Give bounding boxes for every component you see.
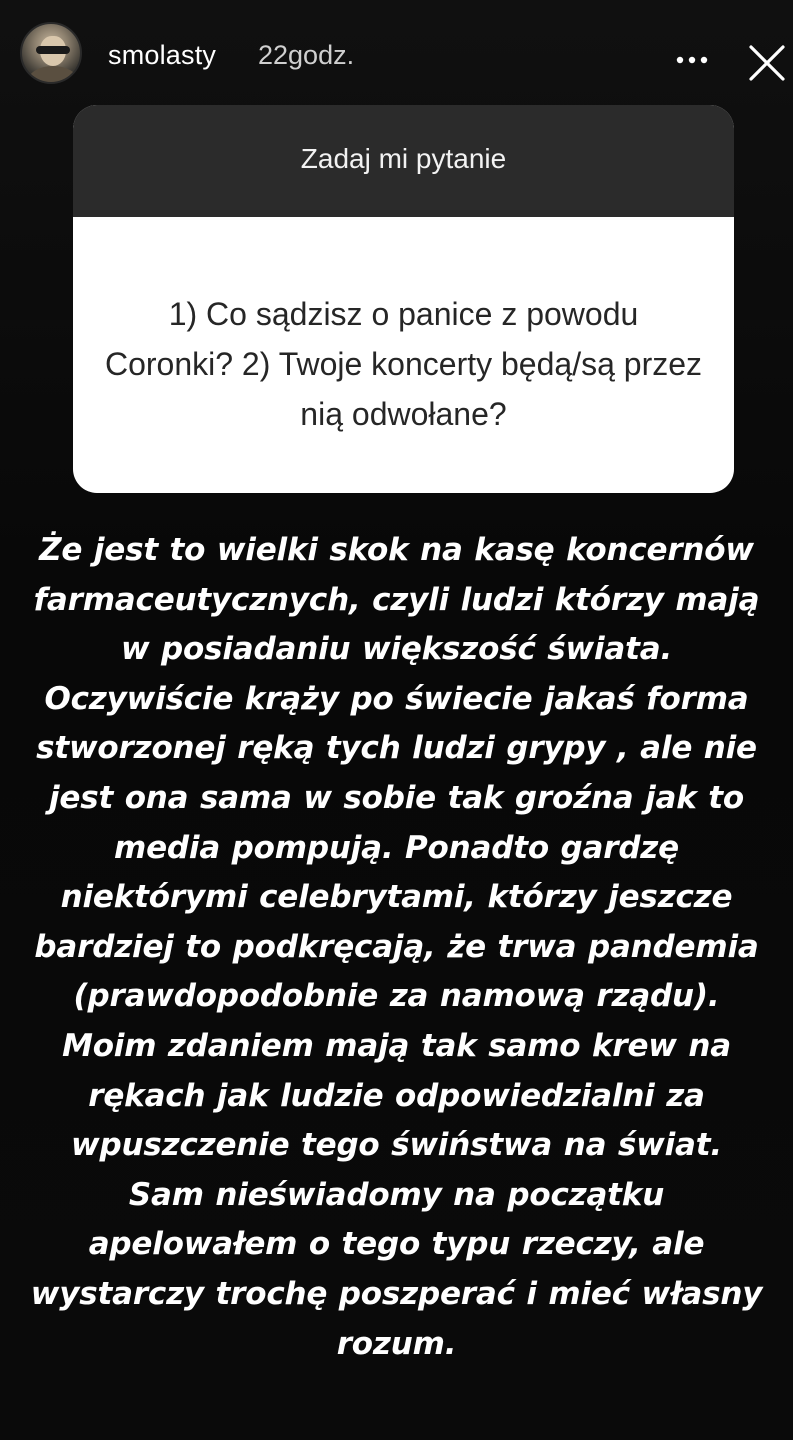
avatar-body-shape	[28, 66, 78, 84]
username[interactable]: smolasty	[108, 40, 217, 70]
question-sticker-header	[73, 105, 734, 217]
avatar-glasses-shape	[36, 46, 70, 54]
close-icon[interactable]	[748, 44, 786, 82]
answer-text: Że jest to wielki skok na kasę koncernów farmaceutycznych, czyli ludzi którzy mają w posiadaniu większość świata. Oczywiście krąży po świecie jakaś forma stworzonej ręką tych ludzi grypy , ale nie jest ona sama w sobie tak groźna jak to media pompują. Ponadto gardzę niektórymi celebrytami, którzy jeszcze bardziej to podkręcają, że trwa pandemia (prawdopodobnie za namową rządu). Moim zdaniem mają tak samo krew na rękach jak ludzie odpowiedzialni za wpuszczenie tego świństwa na świat. Sam nieświadomy na początku apelowałem o tego typu rzeczy, ale wystarczy trochę poszperać i mieć własny rozum.	[30, 532, 763, 1362]
question-text: 1) Co sądzisz o panice z powodu Coronki? 2) Twoje koncerty będą/są przez nią odwołane?	[104, 296, 703, 432]
question-sticker-title: Zadaj mi pytanie	[300, 143, 507, 174]
post-timestamp: 22godz.	[258, 40, 355, 70]
question-sticker[interactable]	[73, 105, 734, 493]
story-header	[0, 14, 793, 94]
avatar[interactable]	[20, 22, 82, 84]
more-horizontal-icon[interactable]	[672, 40, 712, 70]
